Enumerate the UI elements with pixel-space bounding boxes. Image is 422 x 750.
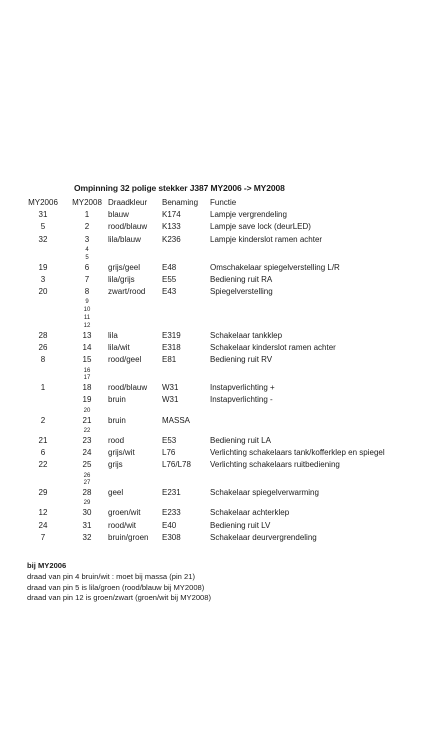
cell-my2006: 12 — [38, 508, 48, 518]
cell-benaming: E308 — [162, 532, 181, 542]
cell-functie: Omschakelaar spiegelverstelling L/R — [210, 262, 340, 272]
header-benaming: Benaming — [162, 198, 199, 207]
cell-my2006: 19 — [38, 262, 48, 272]
note-line: draad van pin 4 bruin/wit : moet bij massa (pin 21) — [27, 572, 195, 581]
cell-my2008: 17 — [83, 375, 91, 382]
cell-benaming: L76 — [162, 447, 176, 457]
document-title: Ompinning 32 polige stekker J387 MY2006 -> MY2008 — [74, 183, 285, 193]
cell-my2008: 29 — [83, 500, 91, 507]
cell-functie: Bediening ruit LA — [210, 435, 271, 445]
cell-benaming: E231 — [162, 488, 181, 498]
cell-benaming: E233 — [162, 508, 181, 518]
cell-draadkleur: rood/blauw — [108, 383, 148, 393]
cell-my2008: 9 — [85, 299, 89, 306]
cell-draadkleur: grijs/geel — [108, 262, 141, 272]
cell-my2008: 25 — [82, 460, 92, 470]
cell-my2008: 32 — [82, 532, 92, 542]
cell-functie: Verlichting schakelaars tank/kofferklep en spiegel — [210, 447, 385, 457]
header-my2006: MY2006 — [28, 198, 58, 207]
cell-my2008: 22 — [83, 427, 91, 434]
cell-my2008: 12 — [83, 322, 91, 329]
cell-benaming: K174 — [162, 210, 181, 219]
cell-draadkleur: lila/wit — [108, 342, 130, 352]
cell-my2008: 28 — [82, 488, 92, 498]
cell-my2006: 29 — [38, 488, 48, 498]
cell-functie: Bediening ruit RA — [210, 274, 273, 284]
cell-my2008: 26 — [83, 472, 91, 479]
cell-my2006: 8 — [40, 355, 46, 365]
cell-my2008: 24 — [82, 447, 92, 457]
cell-draadkleur: lila/grijs — [108, 274, 135, 284]
cell-my2008: 18 — [82, 383, 92, 393]
cell-benaming: E55 — [162, 274, 177, 284]
cell-my2008: 8 — [84, 287, 90, 297]
cell-draadkleur: geel — [108, 488, 124, 498]
cell-draadkleur: groen/wit — [108, 508, 141, 518]
cell-my2006: 31 — [38, 210, 48, 219]
cell-benaming: E53 — [162, 435, 177, 445]
cell-my2006: 26 — [38, 342, 48, 352]
cell-draadkleur: zwart/rood — [108, 287, 146, 297]
note-line: draad van pin 5 is lila/groen (rood/blauw bij MY2008) — [27, 582, 205, 592]
cell-draadkleur: blauw — [108, 210, 129, 219]
cell-my2008: 20 — [83, 407, 91, 414]
cell-benaming: L76/L78 — [162, 460, 191, 470]
cell-my2008: 30 — [82, 508, 92, 518]
notes-heading: bij MY2006 — [27, 561, 67, 570]
cell-functie: Lampje save lock (deurLED) — [210, 222, 311, 232]
cell-my2008: 5 — [85, 254, 89, 261]
cell-my2008: 13 — [82, 330, 92, 340]
cell-draadkleur: bruin — [108, 415, 126, 425]
cell-functie: Schakelaar deurvergrendeling — [210, 532, 317, 542]
cell-my2006: 7 — [40, 532, 46, 542]
cell-benaming: K133 — [162, 222, 181, 232]
header-draadkleur: Draadkleur — [108, 198, 148, 207]
cell-my2008: 23 — [82, 435, 92, 445]
cell-my2006: 21 — [38, 435, 48, 445]
cell-benaming: E319 — [162, 330, 181, 340]
cell-draadkleur: rood/blauw — [108, 222, 148, 232]
cell-draadkleur: grijs — [108, 460, 123, 470]
cell-my2006: 24 — [38, 520, 48, 530]
cell-benaming: E40 — [162, 520, 177, 530]
cell-benaming: E43 — [162, 287, 177, 297]
cell-benaming: E48 — [162, 262, 177, 272]
cell-my2008: 21 — [82, 415, 92, 425]
cell-my2008: 19 — [82, 395, 92, 405]
cell-my2006: 32 — [38, 234, 48, 244]
cell-my2008: 15 — [82, 355, 92, 365]
cell-my2006: 1 — [40, 383, 46, 393]
cell-my2008: 2 — [84, 222, 90, 232]
cell-my2008: 31 — [82, 520, 92, 530]
cell-my2006: 3 — [40, 274, 46, 284]
cell-draadkleur: rood/wit — [108, 520, 137, 530]
cell-benaming: W31 — [162, 383, 179, 393]
cell-draadkleur: bruin/groen — [108, 532, 149, 542]
cell-functie: Instapverlichting + — [210, 383, 275, 393]
cell-draadkleur: rood/geel — [108, 355, 142, 365]
cell-draadkleur: bruin — [108, 395, 126, 405]
cell-my2006: 5 — [40, 222, 46, 232]
cell-draadkleur: rood — [108, 435, 125, 445]
cell-my2008: 14 — [82, 342, 92, 352]
cell-my2008: 16 — [83, 367, 91, 374]
cell-my2008: 11 — [83, 315, 91, 321]
cell-functie: Lampje kinderslot ramen achter — [210, 234, 323, 244]
cell-functie: Bediening ruit LV — [210, 520, 271, 530]
cell-my2006: 28 — [38, 330, 48, 340]
cell-my2008: 4 — [85, 246, 89, 253]
cell-functie: Schakelaar kinderslot ramen achter — [210, 342, 336, 352]
cell-my2008: 27 — [83, 480, 91, 487]
header-functie: Functie — [210, 198, 237, 207]
cell-my2006: 6 — [40, 447, 46, 457]
cell-benaming: K236 — [162, 234, 181, 244]
cell-benaming: W31 — [162, 395, 179, 405]
cell-my2006: 2 — [40, 415, 46, 425]
cell-functie: Instapverlichting - — [210, 395, 273, 405]
cell-my2008: 1 — [84, 210, 90, 219]
cell-functie: Spiegelverstelling — [210, 287, 273, 297]
cell-draadkleur: lila/blauw — [108, 234, 141, 244]
header-my2008: MY2008 — [72, 198, 102, 207]
cell-draadkleur: grijs/wit — [108, 447, 135, 457]
cell-my2006: 22 — [38, 460, 48, 470]
cell-benaming: E318 — [162, 342, 181, 352]
cell-functie: Verlichting schakelaars ruitbediening — [210, 460, 340, 470]
note-line: draad van pin 12 is groen/zwart (groen/wit bij MY2008) — [27, 593, 212, 602]
cell-benaming: MASSA — [162, 415, 191, 425]
cell-draadkleur: lila — [108, 330, 118, 340]
notes-section — [27, 561, 211, 604]
cell-functie: Schakelaar achterklep — [210, 508, 290, 518]
cell-my2008: 3 — [84, 234, 90, 244]
cell-benaming: E81 — [162, 355, 177, 365]
cell-my2006: 20 — [38, 287, 48, 297]
cell-functie: Schakelaar tankklep — [210, 330, 283, 340]
cell-my2008: 7 — [84, 274, 90, 284]
cell-my2008: 6 — [84, 262, 90, 272]
cell-functie: Schakelaar spiegelverwarming — [210, 488, 319, 498]
cell-functie: Bediening ruit RV — [210, 355, 273, 365]
cell-functie: Lampje vergrendeling — [210, 210, 287, 219]
table-header — [0, 198, 422, 208]
cell-my2008: 10 — [83, 307, 91, 314]
